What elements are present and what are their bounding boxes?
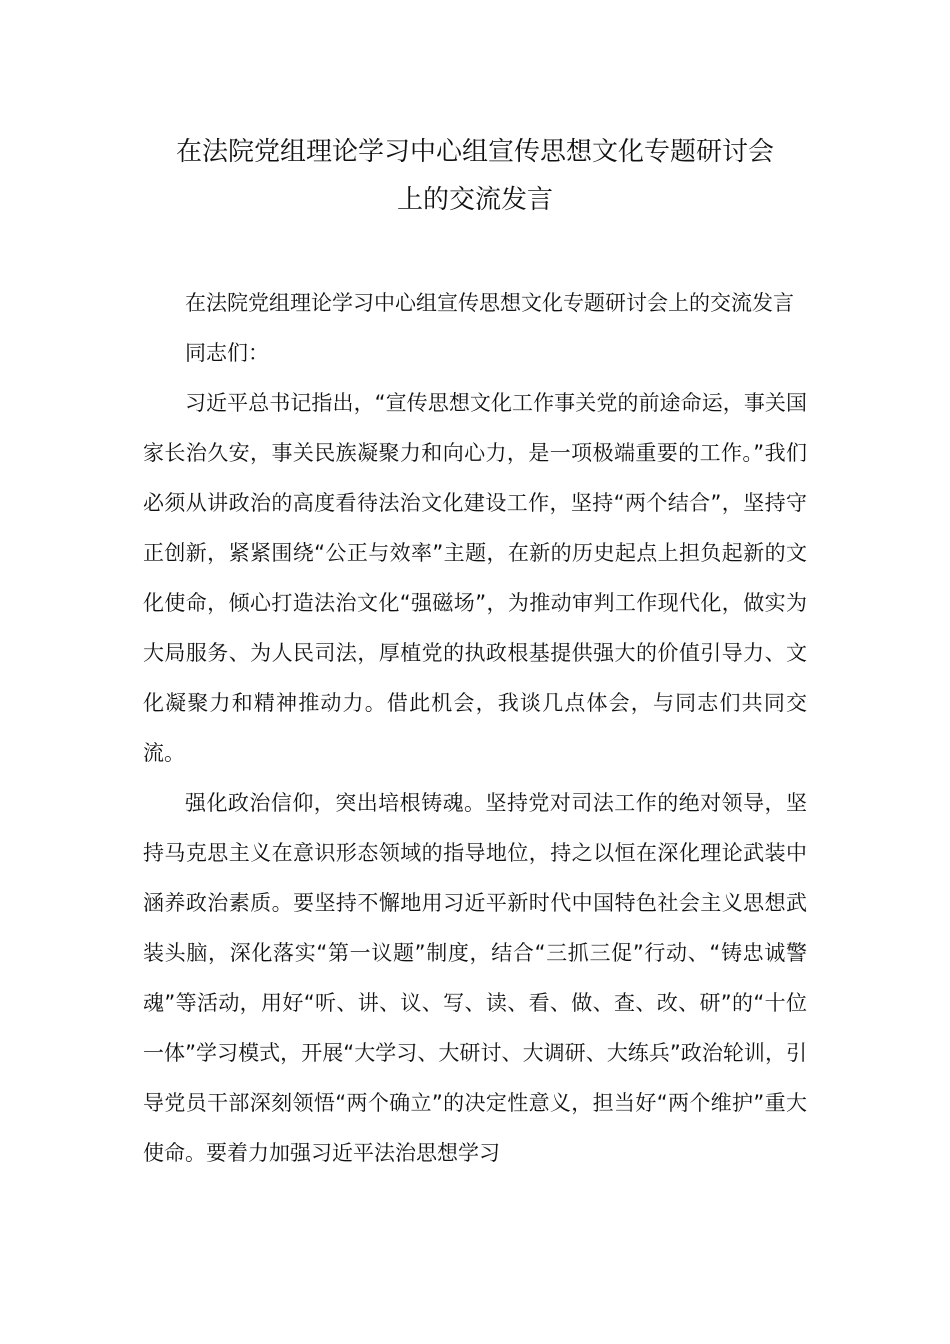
title-line-2: 上的交流发言 — [396, 185, 553, 215]
paragraph-intro: 习近平总书记指出，“宣传思想文化工作事关党的前途命运，事关国家长治久安，事关民族凝聚力和向心力，是一项极端重要的工作。”我们必须从讲政治的高度看待法治文化建设工作，坚持“两个结合”，坚持守正创新，紧紧围绕“公正与效率”主题，在新的历史起点上担负起新的文化使命，倾心打造法治文化“强磁场”，为推动审判工作现代化，做实为大局服务、为人民司法，厚植党的执政根基提供强大的价值引导力、文化凝聚力和精神推动力。借此机会，我谈几点体会，与同志们共同交流。 — [143, 391, 807, 765]
document-title — [143, 128, 807, 224]
title-line-1: 在法院党组理论学习中心组宣传思想文化专题研讨会 — [175, 137, 774, 167]
paragraph-political-belief: 强化政治信仰，突出培根铸魂。坚持党对司法工作的绝对领导，坚持马克思主义在意识形态领域的指导地位，持之以恒在深化理论武装中涵养政治素质。要坚持不懈地用习近平新时代中国特色社会主义思想武装头脑，深化落实“第一议题”制度，结合“三抓三促”行动、“铸忠诚警魂”等活动，用好“听、讲、议、写、读、看、做、查、改、研”的“十位一体”学习模式，开展“大学习、大研讨、大调研、大练兵”政治轮训，引导党员干部深刻领悟“两个确立”的决定性意义，担当好“两个维护”重大使命。要着力加强习近平法治思想学习 — [143, 791, 807, 1165]
paragraph-heading-repeat: 在法院党组理论学习中心组宣传思想文化专题研讨会上的交流发言 — [185, 291, 794, 315]
paragraph-salutation: 同志们： — [185, 341, 269, 365]
document-body — [143, 278, 807, 1178]
